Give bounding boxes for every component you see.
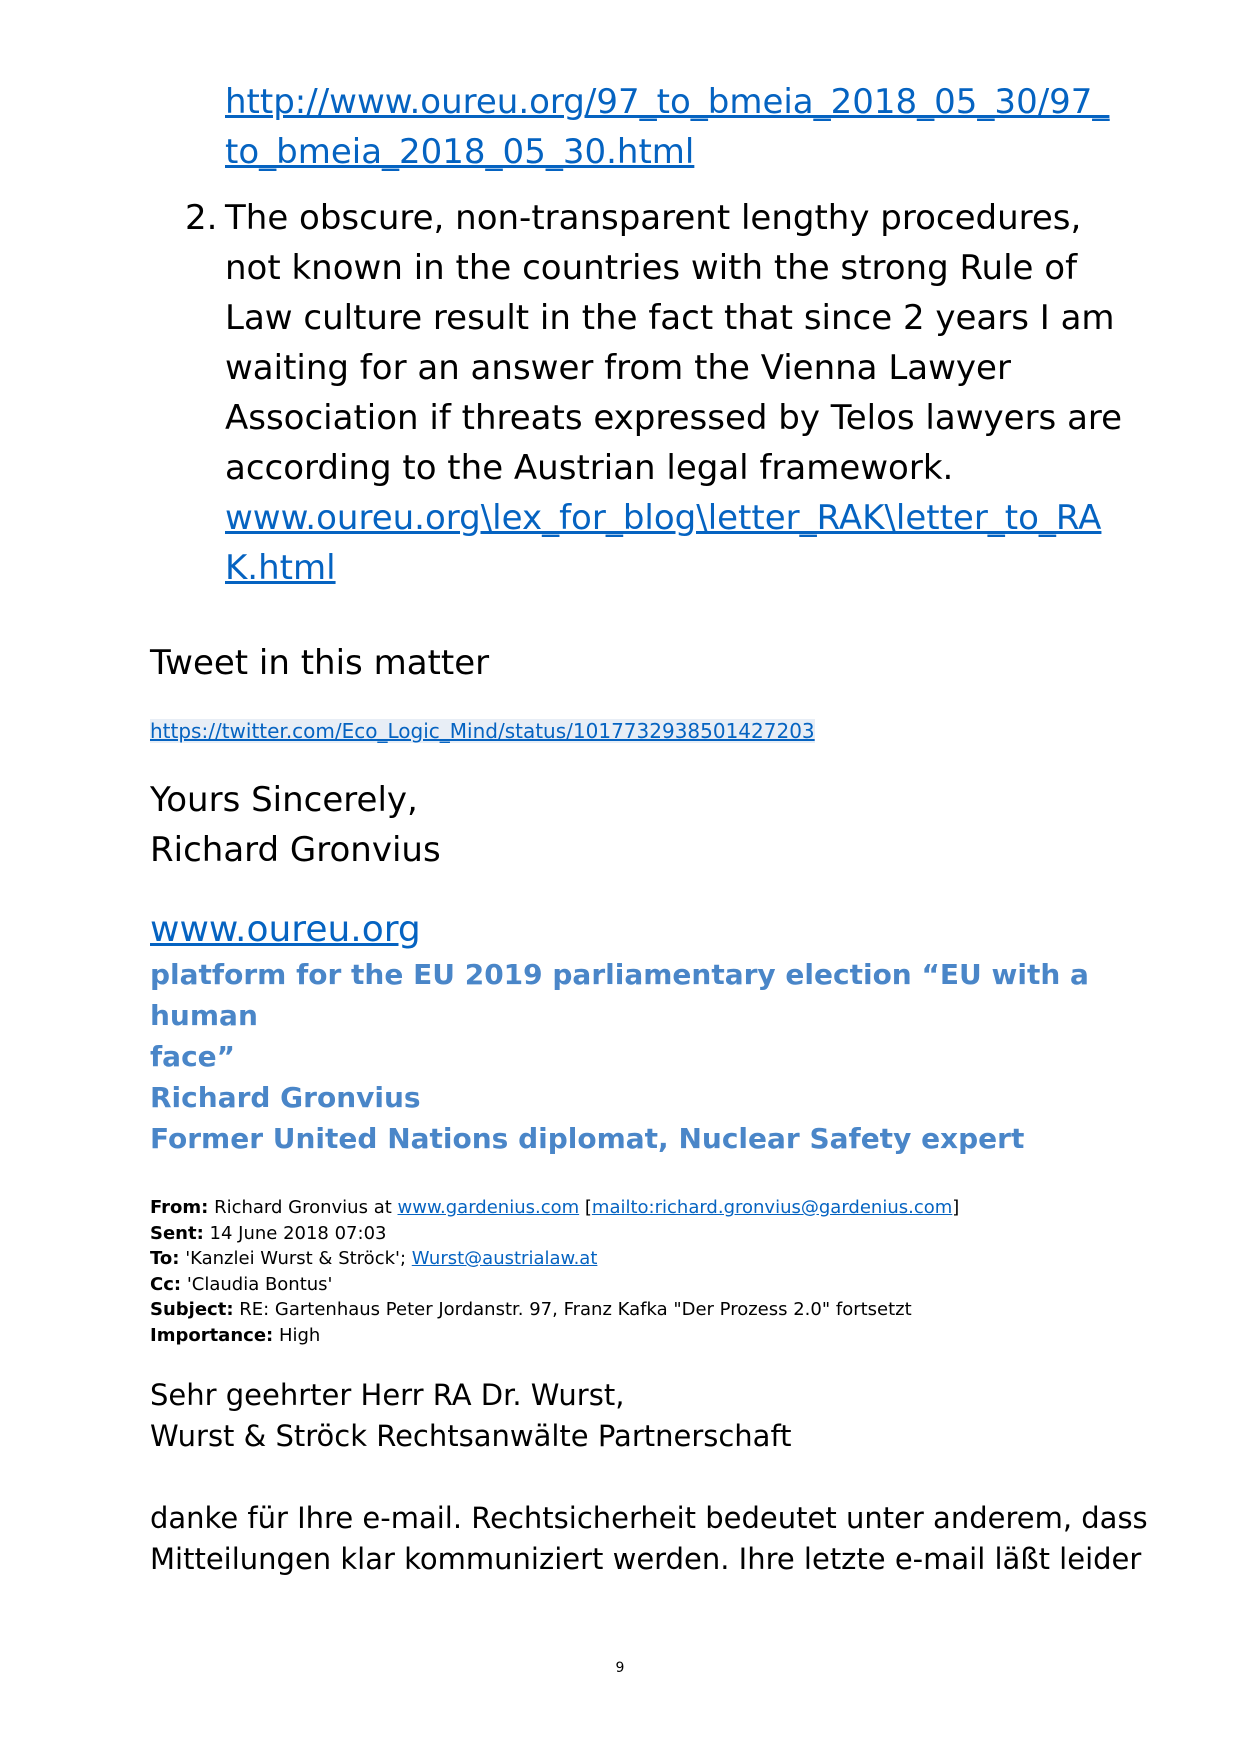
to-label: To: xyxy=(150,1248,180,1269)
body-line1: danke für Ihre e-mail. Rechtsicherheit bedeutet unter anderem, dass xyxy=(150,1501,1148,1535)
email-importance-row xyxy=(150,1323,1150,1349)
email-header xyxy=(150,1195,1150,1348)
item2-line: waiting for an answer from the Vienna Lawyer xyxy=(225,348,1011,388)
letter-salutation xyxy=(150,1375,1150,1457)
signature-platform-line1: platform for the EU 2019 parliamentary election “EU with a human xyxy=(150,958,1089,1032)
item2-link-line1[interactable]: www.oureu.org\lex_for_blog\letter_RAK\letter_to_RA xyxy=(225,498,1102,538)
cc-value: 'Claudia Bontus' xyxy=(186,1273,333,1295)
importance-label: Importance: xyxy=(150,1324,274,1346)
signature-platform-line2: face” xyxy=(150,1040,236,1073)
list-item-number: 2. xyxy=(185,198,218,238)
to-link[interactable]: Wurst@austrialaw.at xyxy=(411,1248,598,1269)
tweet-heading: Tweet in this matter xyxy=(150,643,490,683)
tweet-link-row xyxy=(150,717,1150,745)
item2-line: Association if threats expressed by Telos lawyers are xyxy=(225,398,1123,438)
subject-value: RE: Gartenhaus Peter Jordanstr. 97, Franz Kafka "Der Prozess 2.0" fortsetzt xyxy=(239,1299,912,1320)
item2-line: The obscure, non-transparent lengthy procedures, xyxy=(225,198,1082,238)
salutation-line2: Wurst & Ströck Rechtsanwälte Partnerschaft xyxy=(150,1419,792,1453)
to-value: 'Kanzlei Wurst & Ströck'; xyxy=(185,1248,407,1269)
email-to-row xyxy=(150,1246,1150,1272)
closing xyxy=(150,775,1150,875)
closing-name: Richard Gronvius xyxy=(150,830,441,870)
tweet-link[interactable]: https://twitter.com/Eco_Logic_Mind/status/1017732938501427203 xyxy=(150,719,815,743)
email-from-row: From: Richard Gronvius at www.gardenius.com [mailto:richard.gronvius@gardenius.com] xyxy=(150,1197,960,1218)
item1-link-line1[interactable]: http://www.oureu.org/97_to_bmeia_2018_05_30/97_ xyxy=(225,82,1110,122)
sent-label: Sent: xyxy=(150,1222,204,1244)
signature-title: Former United Nations diplomat, Nuclear Safety expert xyxy=(150,1122,1025,1155)
item2-line: Law culture result in the fact that since 2 years I am xyxy=(225,298,1115,338)
from-mailto-link[interactable]: mailto:richard.gronvius@gardenius.com xyxy=(591,1197,953,1218)
item1-link-line2[interactable]: to_bmeia_2018_05_30.html xyxy=(225,132,695,172)
item1-link[interactable] xyxy=(225,77,1145,177)
email-subject-row xyxy=(150,1297,1150,1323)
list-item-2 xyxy=(185,193,1145,593)
signature-site-link[interactable]: www.oureu.org xyxy=(150,909,421,950)
closing-line: Yours Sincerely, xyxy=(150,780,418,820)
item2-line: according to the Austrian legal framework. xyxy=(225,448,954,488)
email-sent-row xyxy=(150,1221,1150,1247)
signature xyxy=(150,908,1150,1159)
subject-label: Subject: xyxy=(150,1299,234,1320)
from-label: From: xyxy=(150,1197,209,1218)
email-cc-row xyxy=(150,1272,1150,1298)
importance-value: High xyxy=(278,1324,321,1346)
item2-line: not known in the countries with the strong Rule of xyxy=(225,248,1078,288)
page-number: 9 xyxy=(615,1660,625,1676)
item2-link-line2[interactable]: K.html xyxy=(225,548,336,588)
cc-label: Cc: xyxy=(150,1273,182,1295)
letter-body xyxy=(150,1498,1150,1580)
from-link[interactable]: www.gardenius.com xyxy=(397,1197,580,1218)
signature-name: Richard Gronvius xyxy=(150,1081,421,1114)
salutation-line1: Sehr geehrter Herr RA Dr. Wurst, xyxy=(150,1378,625,1412)
body-line2: Mitteilungen klar kommuniziert werden. Ihre letzte e-mail läßt leider xyxy=(150,1542,1142,1576)
sent-value: 14 June 2018 07:03 xyxy=(209,1222,387,1244)
from-text: Richard Gronvius at xyxy=(214,1197,392,1218)
